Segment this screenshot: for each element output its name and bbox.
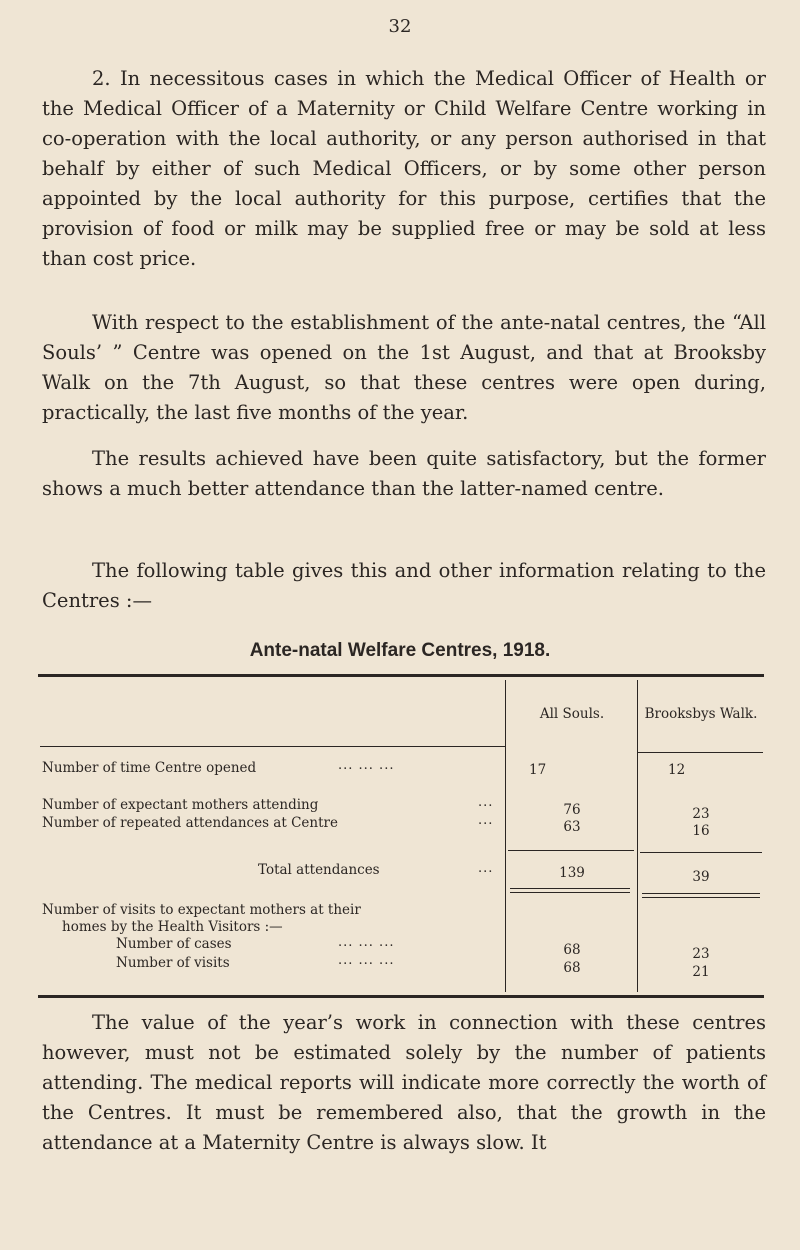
cell-mothers-attending-all-souls: 76 [563, 802, 581, 818]
table-bottom-rule [38, 995, 764, 998]
subtotal-rule [508, 850, 634, 851]
paragraph-value-of-work: The value of the year’s work in connection with these centres however, must not be estimated solely by the number of patients attending. The medical reports will indicate more correctly the worth of the Centres. It must be remembered also, that the growth in the attendance at a Maternity Centre is always slow. It [42, 1011, 766, 1154]
cell-visits-all-souls: 68 [563, 960, 581, 976]
total-double-rule [642, 897, 760, 898]
total-double-rule [510, 892, 630, 893]
leader-dots: ... ... ... [338, 758, 395, 773]
cell-cases-all-souls: 68 [563, 942, 581, 958]
cell-time-opened-all-souls: 17 [529, 762, 547, 778]
row-label-total: Total attendances [258, 862, 380, 878]
leader-dots: ... [478, 861, 494, 876]
cell-cases-brooksbys: 23 [692, 946, 710, 962]
row-label-cases: Number of cases [116, 936, 232, 952]
total-double-rule [642, 893, 760, 894]
cell-time-opened-brooksbys: 12 [668, 762, 686, 778]
paragraph-table-intro: The following table gives this and other information relating to the Centres :— [42, 559, 766, 612]
cell-mothers-attending-brooksbys: 23 [692, 806, 710, 822]
subtotal-rule [640, 852, 762, 853]
row-label-mothers-attending: Number of expectant mothers attending [42, 797, 319, 813]
row-label-repeated-attendances: Number of repeated attendances at Centre [42, 815, 338, 831]
cell-total-brooksbys: 39 [692, 869, 710, 885]
header-rule [40, 746, 506, 747]
cell-visits-brooksbys: 21 [692, 964, 710, 980]
leader-dots: ... ... ... [338, 935, 395, 950]
row-label-time-opened: Number of time Centre opened [42, 760, 257, 776]
row-label-visits: Number of visits [116, 955, 230, 971]
table-top-rule [38, 674, 764, 677]
column-header-brooksbys-walk: Brooksbys Walk. [644, 706, 758, 722]
paragraph-establishment: With respect to the establishment of the ante-natal centres, the “All Souls’ ” Centre was opened on the 1st August, and that at Brooksby Walk on the 7th August, so that these centres were open during, practically, the last five months of the year. [42, 311, 766, 424]
visits-heading-line-1: Number of visits to expectant mothers at their [42, 902, 361, 918]
column-header-all-souls: All Souls. [539, 706, 605, 722]
visits-heading-line-2: homes by the Health Visitors :— [62, 919, 283, 935]
cell-repeated-attendances-all-souls: 63 [563, 819, 581, 835]
leader-dots: ... [478, 795, 494, 810]
paragraph-results: The results achieved have been quite satisfactory, but the former shows a much better attendance than the latter-named centre. [42, 447, 766, 500]
table-title: Ante-natal Welfare Centres, 1918. [249, 640, 551, 661]
cell-repeated-attendances-brooksbys: 16 [692, 823, 710, 839]
total-double-rule [510, 888, 630, 889]
paragraph-necessitous-cases: 2. In necessitous cases in which the Medical Officer of Health or the Medical Officer of a Maternity or Child Welfare Centre working in co-operation with the local authority, or any person authorised in that behalf by either of such Medical Officers, or by some other person appointed by the local authority for this purpose, certifies that the provision of food or milk may be supplied free or may be sold at less than cost price. [42, 67, 766, 270]
cell-total-all-souls: 139 [559, 865, 585, 881]
header-rule [637, 752, 763, 753]
leader-dots: ... [478, 813, 494, 828]
page-number: 32 [388, 16, 412, 37]
leader-dots: ... ... ... [338, 953, 395, 968]
